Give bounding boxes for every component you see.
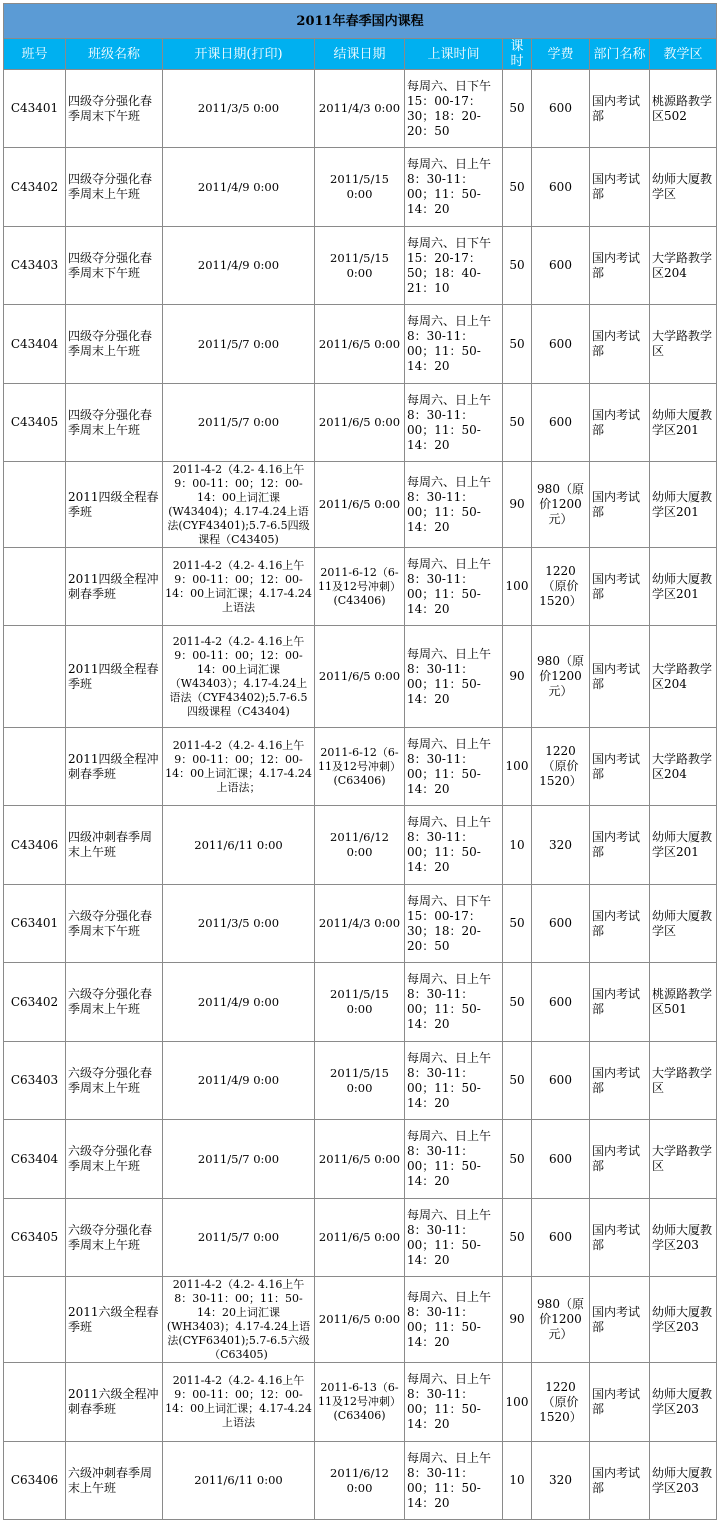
class-time-cell: 每周六、日上午8：30-11：00；11：50-14：20 bbox=[405, 1363, 503, 1442]
end-date-cell: 2011/5/15 0:00 bbox=[315, 148, 405, 227]
end-date-cell: 2011/5/15 0:00 bbox=[315, 963, 405, 1042]
fee-cell: 600 bbox=[532, 1120, 590, 1199]
class-time-cell: 每周六、日上午8：30-11：00；11：50-14：20 bbox=[405, 1042, 503, 1120]
fee-cell: 600 bbox=[532, 227, 590, 305]
fee-cell: 980（原价1200元） bbox=[532, 1277, 590, 1363]
start-date-cell: 2011/4/9 0:00 bbox=[163, 148, 315, 227]
end-date-cell: 2011-6-12（6-11及12号冲刺）(C63406) bbox=[315, 728, 405, 806]
hours-cell: 50 bbox=[503, 1199, 532, 1277]
start-date-cell: 2011/5/7 0:00 bbox=[163, 1199, 315, 1277]
start-date-cell: 2011/6/11 0:00 bbox=[163, 806, 315, 885]
table-row bbox=[4, 1120, 717, 1199]
table-row bbox=[4, 885, 717, 963]
class-time-cell: 每周六、日上午8：30-11：00；11：50-14：20 bbox=[405, 462, 503, 548]
campus-cell: 幼师大厦教学区201 bbox=[650, 806, 717, 885]
hours-cell: 50 bbox=[503, 1120, 532, 1199]
table-row bbox=[4, 548, 717, 626]
department-cell: 国内考试部 bbox=[590, 70, 650, 148]
class-time-cell: 每周六、日上午8：30-11：00；11：50-14：20 bbox=[405, 1120, 503, 1199]
class-name-cell: 四级冲刺春季周末上午班 bbox=[66, 806, 163, 885]
class-name-cell: 六级冲刺春季周末上午班 bbox=[66, 1442, 163, 1520]
department-cell: 国内考试部 bbox=[590, 227, 650, 305]
header-fee: 学费 bbox=[532, 39, 590, 70]
fee-cell: 320 bbox=[532, 806, 590, 885]
end-date-cell: 2011-6-12（6-11及12号冲刺）(C43406) bbox=[315, 548, 405, 626]
campus-cell: 幼师大厦教学区203 bbox=[650, 1363, 717, 1442]
class-id-cell bbox=[4, 728, 66, 806]
class-id-cell: C43402 bbox=[4, 148, 66, 227]
header-department: 部门名称 bbox=[590, 39, 650, 70]
class-id-cell: C63402 bbox=[4, 963, 66, 1042]
class-name-cell: 2011四级全程春季班 bbox=[66, 626, 163, 728]
table-row bbox=[4, 384, 717, 462]
course-table bbox=[3, 3, 717, 1520]
start-date-cell: 2011/3/5 0:00 bbox=[163, 70, 315, 148]
class-time-cell: 每周六、日上午8：30-11：00；11：50-14：20 bbox=[405, 806, 503, 885]
table-row bbox=[4, 148, 717, 227]
campus-cell: 大学路教学区 bbox=[650, 305, 717, 384]
class-id-cell bbox=[4, 548, 66, 626]
hours-cell: 100 bbox=[503, 1363, 532, 1442]
fee-cell: 320 bbox=[532, 1442, 590, 1520]
class-name-cell: 六级夺分强化春季周末上午班 bbox=[66, 1042, 163, 1120]
class-time-cell: 每周六、日上午8：30-11：00；11：50-14：20 bbox=[405, 626, 503, 728]
class-name-cell: 四级夺分强化春季周末下午班 bbox=[66, 70, 163, 148]
header-class-name: 班级名称 bbox=[66, 39, 163, 70]
table-row bbox=[4, 963, 717, 1042]
hours-cell: 50 bbox=[503, 963, 532, 1042]
campus-cell: 幼师大厦教学区201 bbox=[650, 548, 717, 626]
fee-cell: 600 bbox=[532, 305, 590, 384]
hours-cell: 50 bbox=[503, 148, 532, 227]
table-row bbox=[4, 1042, 717, 1120]
header-class-id: 班号 bbox=[4, 39, 66, 70]
start-date-cell: 2011/4/9 0:00 bbox=[163, 227, 315, 305]
class-time-cell: 每周六、日下午15：20-17：50；18：40-21：10 bbox=[405, 227, 503, 305]
class-name-cell: 六级夺分强化春季周末上午班 bbox=[66, 1199, 163, 1277]
fee-cell: 980（原价1200元） bbox=[532, 626, 590, 728]
class-name-cell: 六级夺分强化春季周末上午班 bbox=[66, 963, 163, 1042]
department-cell: 国内考试部 bbox=[590, 1199, 650, 1277]
class-time-cell: 每周六、日上午8：30-11：00；11：50-14：20 bbox=[405, 728, 503, 806]
hours-cell: 90 bbox=[503, 462, 532, 548]
table-title: 2011年春季国内课程 bbox=[4, 4, 717, 39]
fee-cell: 600 bbox=[532, 963, 590, 1042]
department-cell: 国内考试部 bbox=[590, 1042, 650, 1120]
start-date-cell: 2011/5/7 0:00 bbox=[163, 305, 315, 384]
department-cell: 国内考试部 bbox=[590, 1363, 650, 1442]
end-date-cell: 2011/6/5 0:00 bbox=[315, 1120, 405, 1199]
department-cell: 国内考试部 bbox=[590, 728, 650, 806]
campus-cell: 桃源路教学区502 bbox=[650, 70, 717, 148]
header-end-date: 结课日期 bbox=[315, 39, 405, 70]
class-id-cell: C63401 bbox=[4, 885, 66, 963]
department-cell: 国内考试部 bbox=[590, 1120, 650, 1199]
start-date-cell: 2011-4-2（4.2- 4.16上午9：00-11：00；12：00-14：00上词汇课；4.17-4.24上语法； bbox=[163, 728, 315, 806]
end-date-cell: 2011/6/5 0:00 bbox=[315, 462, 405, 548]
department-cell: 国内考试部 bbox=[590, 1442, 650, 1520]
campus-cell: 大学路教学区204 bbox=[650, 626, 717, 728]
hours-cell: 90 bbox=[503, 626, 532, 728]
fee-cell: 600 bbox=[532, 885, 590, 963]
class-name-cell: 2011四级全程春季班 bbox=[66, 462, 163, 548]
class-time-cell: 每周六、日上午8：30-11：00；11：50-14：20 bbox=[405, 1199, 503, 1277]
fee-cell: 600 bbox=[532, 384, 590, 462]
end-date-cell: 2011-6-13（6-11及12号冲刺）(C63406) bbox=[315, 1363, 405, 1442]
class-time-cell: 每周六、日下午15：00-17：30；18：20-20：50 bbox=[405, 70, 503, 148]
start-date-cell: 2011-4-2（4.2- 4.16上午8：30-11：00；11：50-14：20上词汇课(WH3403)；4.17-4.24上语法(CYF63401);5.7-6.5六级（C63405) bbox=[163, 1277, 315, 1363]
start-date-cell: 2011-4-2（4.2- 4.16上午9：00-11：00；12：00-14：00上词汇课；4.17-4.24上语法 bbox=[163, 548, 315, 626]
campus-cell: 大学路教学区 bbox=[650, 1120, 717, 1199]
department-cell: 国内考试部 bbox=[590, 384, 650, 462]
class-id-cell: C63403 bbox=[4, 1042, 66, 1120]
class-name-cell: 六级夺分强化春季周末下午班 bbox=[66, 885, 163, 963]
class-time-cell: 每周六、日上午8：30-11：00；11：50-14：20 bbox=[405, 963, 503, 1042]
class-name-cell: 六级夺分强化春季周末上午班 bbox=[66, 1120, 163, 1199]
header-campus: 教学区 bbox=[650, 39, 717, 70]
table-row bbox=[4, 1277, 717, 1363]
class-time-cell: 每周六、日上午8：30-11：00；11：50-14：20 bbox=[405, 305, 503, 384]
header-class-time: 上课时间 bbox=[405, 39, 503, 70]
class-id-cell: C63406 bbox=[4, 1442, 66, 1520]
department-cell: 国内考试部 bbox=[590, 548, 650, 626]
fee-cell: 600 bbox=[532, 1042, 590, 1120]
class-time-cell: 每周六、日上午8：30-11：00；11：50-14：20 bbox=[405, 148, 503, 227]
class-id-cell bbox=[4, 626, 66, 728]
start-date-cell: 2011/4/9 0:00 bbox=[163, 963, 315, 1042]
start-date-cell: 2011/4/9 0:00 bbox=[163, 1042, 315, 1120]
end-date-cell: 2011/6/5 0:00 bbox=[315, 305, 405, 384]
hours-cell: 50 bbox=[503, 1042, 532, 1120]
table-row bbox=[4, 626, 717, 728]
department-cell: 国内考试部 bbox=[590, 148, 650, 227]
start-date-cell: 2011-4-2（4.2- 4.16上午9：00-11：00；12：00-14：00上词汇课(W43404)；4.17-4.24上语法(CYF43401);5.7-6.5四级课程（C43405) bbox=[163, 462, 315, 548]
class-name-cell: 四级夺分强化春季周末上午班 bbox=[66, 305, 163, 384]
campus-cell: 幼师大厦教学区 bbox=[650, 885, 717, 963]
fee-cell: 1220（原价1520） bbox=[532, 548, 590, 626]
campus-cell: 大学路教学区204 bbox=[650, 227, 717, 305]
class-id-cell: C63404 bbox=[4, 1120, 66, 1199]
table-row bbox=[4, 227, 717, 305]
table-row bbox=[4, 1363, 717, 1442]
department-cell: 国内考试部 bbox=[590, 885, 650, 963]
campus-cell: 大学路教学区 bbox=[650, 1042, 717, 1120]
table-row bbox=[4, 806, 717, 885]
table-row bbox=[4, 1199, 717, 1277]
class-time-cell: 每周六、日上午8：30-11：00；11：50-14：20 bbox=[405, 384, 503, 462]
end-date-cell: 2011/4/3 0:00 bbox=[315, 885, 405, 963]
class-name-cell: 2011六级全程冲刺春季班 bbox=[66, 1363, 163, 1442]
class-name-cell: 2011六级全程春季班 bbox=[66, 1277, 163, 1363]
end-date-cell: 2011/6/12 0:00 bbox=[315, 806, 405, 885]
fee-cell: 600 bbox=[532, 148, 590, 227]
end-date-cell: 2011/6/5 0:00 bbox=[315, 626, 405, 728]
end-date-cell: 2011/6/5 0:00 bbox=[315, 1199, 405, 1277]
hours-cell: 100 bbox=[503, 728, 532, 806]
campus-cell: 幼师大厦教学区201 bbox=[650, 462, 717, 548]
class-name-cell: 四级夺分强化春季周末上午班 bbox=[66, 148, 163, 227]
start-date-cell: 2011/5/7 0:00 bbox=[163, 384, 315, 462]
end-date-cell: 2011/4/3 0:00 bbox=[315, 70, 405, 148]
campus-cell: 幼师大厦教学区203 bbox=[650, 1277, 717, 1363]
class-time-cell: 每周六、日上午8：30-11：00；11：50-14：20 bbox=[405, 1442, 503, 1520]
class-name-cell: 四级夺分强化春季周末下午班 bbox=[66, 227, 163, 305]
department-cell: 国内考试部 bbox=[590, 806, 650, 885]
table-row bbox=[4, 305, 717, 384]
table-row bbox=[4, 728, 717, 806]
campus-cell: 幼师大厦教学区203 bbox=[650, 1442, 717, 1520]
class-id-cell: C63405 bbox=[4, 1199, 66, 1277]
class-id-cell bbox=[4, 1363, 66, 1442]
class-name-cell: 2011四级全程冲刺春季班 bbox=[66, 728, 163, 806]
department-cell: 国内考试部 bbox=[590, 305, 650, 384]
end-date-cell: 2011/6/5 0:00 bbox=[315, 384, 405, 462]
start-date-cell: 2011-4-2（4.2- 4.16上午9：00-11：00；12：00-14：00上词汇课；4.17-4.24上语法 bbox=[163, 1363, 315, 1442]
hours-cell: 50 bbox=[503, 70, 532, 148]
class-id-cell: C43401 bbox=[4, 70, 66, 148]
department-cell: 国内考试部 bbox=[590, 626, 650, 728]
hours-cell: 50 bbox=[503, 384, 532, 462]
hours-cell: 50 bbox=[503, 305, 532, 384]
class-id-cell bbox=[4, 1277, 66, 1363]
class-id-cell: C43403 bbox=[4, 227, 66, 305]
class-id-cell bbox=[4, 462, 66, 548]
fee-cell: 1220（原价1520） bbox=[532, 728, 590, 806]
class-name-cell: 四级夺分强化春季周末上午班 bbox=[66, 384, 163, 462]
class-id-cell: C43404 bbox=[4, 305, 66, 384]
start-date-cell: 2011/5/7 0:00 bbox=[163, 1120, 315, 1199]
header-start-date: 开课日期(打印) bbox=[163, 39, 315, 70]
end-date-cell: 2011/5/15 0:00 bbox=[315, 227, 405, 305]
hours-cell: 50 bbox=[503, 885, 532, 963]
table-row bbox=[4, 462, 717, 548]
fee-cell: 600 bbox=[532, 1199, 590, 1277]
end-date-cell: 2011/5/15 0:00 bbox=[315, 1042, 405, 1120]
hours-cell: 10 bbox=[503, 806, 532, 885]
table-row bbox=[4, 70, 717, 148]
fee-cell: 1220（原价1520） bbox=[532, 1363, 590, 1442]
start-date-cell: 2011/3/5 0:00 bbox=[163, 885, 315, 963]
department-cell: 国内考试部 bbox=[590, 1277, 650, 1363]
end-date-cell: 2011/6/5 0:00 bbox=[315, 1277, 405, 1363]
fee-cell: 600 bbox=[532, 70, 590, 148]
fee-cell: 980（原价1200元） bbox=[532, 462, 590, 548]
hours-cell: 50 bbox=[503, 227, 532, 305]
department-cell: 国内考试部 bbox=[590, 462, 650, 548]
class-time-cell: 每周六、日上午8：30-11：00；11：50-14：20 bbox=[405, 1277, 503, 1363]
department-cell: 国内考试部 bbox=[590, 963, 650, 1042]
campus-cell: 幼师大厦教学区203 bbox=[650, 1199, 717, 1277]
class-name-cell: 2011四级全程冲刺春季班 bbox=[66, 548, 163, 626]
campus-cell: 幼师大厦教学区201 bbox=[650, 384, 717, 462]
hours-cell: 100 bbox=[503, 548, 532, 626]
start-date-cell: 2011-4-2（4.2- 4.16上午9：00-11：00；12：00-14：00上词汇课（W43403）；4.17-4.24上语法（CYF43402);5.7-6.5四级课程（C43404) bbox=[163, 626, 315, 728]
header-hours: 课时 bbox=[503, 39, 532, 70]
start-date-cell: 2011/6/11 0:00 bbox=[163, 1442, 315, 1520]
schedule-sheet bbox=[0, 3, 719, 1520]
class-id-cell: C43406 bbox=[4, 806, 66, 885]
class-id-cell: C43405 bbox=[4, 384, 66, 462]
class-time-cell: 每周六、日上午8：30-11：00；11：50-14：20 bbox=[405, 548, 503, 626]
table-row bbox=[4, 1442, 717, 1520]
hours-cell: 90 bbox=[503, 1277, 532, 1363]
hours-cell: 10 bbox=[503, 1442, 532, 1520]
end-date-cell: 2011/6/12 0:00 bbox=[315, 1442, 405, 1520]
campus-cell: 桃源路教学区501 bbox=[650, 963, 717, 1042]
campus-cell: 幼师大厦教学区 bbox=[650, 148, 717, 227]
class-time-cell: 每周六、日下午15：00-17：30；18：20-20：50 bbox=[405, 885, 503, 963]
campus-cell: 大学路教学区204 bbox=[650, 728, 717, 806]
